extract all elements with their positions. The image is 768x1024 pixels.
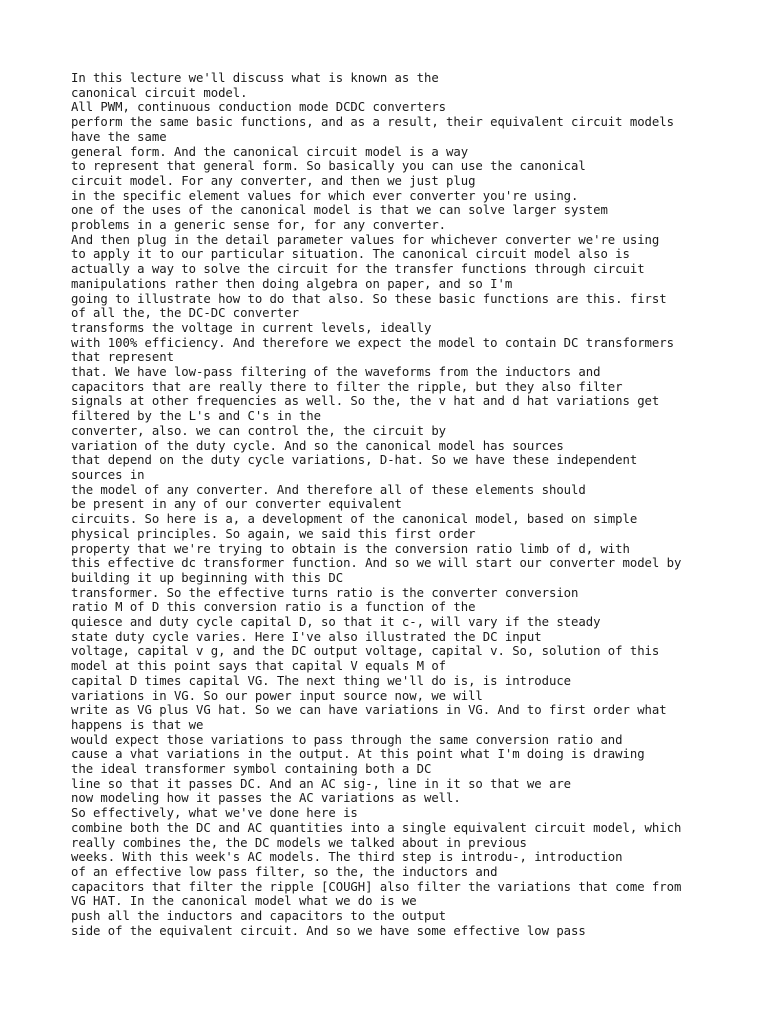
lecture-transcript — [71, 71, 761, 938]
transcript-line: be present in any of our converter equivalent — [71, 497, 402, 512]
transcript-line: capital D times capital VG. The next thing we'll do is, is introduce — [71, 673, 572, 688]
transcript-line: perform the same basic functions, and as a result, their equivalent circuit models — [71, 115, 674, 130]
transcript-line: transformer. So the effective turns ratio is the converter conversion — [71, 585, 579, 600]
transcript-line: model at this point says that capital V equals M of — [71, 659, 447, 674]
transcript-line: that represent — [71, 350, 174, 365]
transcript-line: variations in VG. So our power input source now, we will — [71, 688, 483, 703]
transcript-line: filtered by the L's and C's in the — [71, 409, 322, 424]
transcript-line: cause a vhat variations in the output. At this point what I'm doing is drawing — [71, 747, 645, 762]
transcript-line: to represent that general form. So basically you can use the canonical — [71, 159, 586, 174]
transcript-line: the ideal transformer symbol containing both a DC — [71, 762, 432, 777]
transcript-line: So effectively, what we've done here is — [71, 806, 358, 821]
transcript-line: of an effective low pass filter, so the, the inductors and — [71, 864, 498, 879]
transcript-line: quiesce and duty cycle capital D, so that it c-, will vary if the steady — [71, 615, 601, 630]
transcript-line: sources in — [71, 467, 145, 482]
transcript-line: capacitors that are really there to filter the ripple, but they also filter — [71, 379, 623, 394]
transcript-line: voltage, capital v g, and the DC output voltage, capital v. So, solution of this — [71, 644, 660, 659]
transcript-line: have the same — [71, 129, 167, 144]
transcript-line: line so that it passes DC. And an AC sig-, line in it so that we are — [71, 776, 572, 791]
transcript-line: circuit model. For any converter, and then we just plug — [71, 173, 476, 188]
transcript-line: side of the equivalent circuit. And so we have some effective low pass — [71, 923, 586, 938]
transcript-line: And then plug in the detail parameter values for whichever converter we're using — [71, 232, 660, 247]
transcript-line: of all the, the DC-DC converter — [71, 306, 299, 321]
transcript-line: the model of any converter. And therefore all of these elements should — [71, 482, 586, 497]
transcript-line: actually a way to solve the circuit for the transfer functions through circuit — [71, 262, 645, 277]
transcript-line: with 100% efficiency. And therefore we expect the model to contain DC transformers — [71, 335, 674, 350]
transcript-line: property that we're trying to obtain is the conversion ratio limb of d, with — [71, 541, 630, 556]
transcript-line: push all the inductors and capacitors to the output — [71, 909, 447, 924]
transcript-line: variation of the duty cycle. And so the canonical model has sources — [71, 438, 564, 453]
transcript-line: state duty cycle varies. Here I've also illustrated the DC input — [71, 629, 542, 644]
transcript-line: circuits. So here is a, a development of the canonical model, based on simple — [71, 512, 638, 527]
transcript-line: converter, also. we can control the, the circuit by — [71, 423, 447, 438]
transcript-line: transforms the voltage in current levels, ideally — [71, 320, 432, 335]
transcript-line: to apply it to our particular situation. The canonical circuit model also is — [71, 247, 630, 262]
transcript-line: now modeling how it passes the AC variations as well. — [71, 791, 461, 806]
transcript-line: that. We have low-pass filtering of the waveforms from the inductors and — [71, 365, 601, 380]
transcript-line: really combines the, the DC models we talked about in previous — [71, 835, 527, 850]
transcript-line: manipulations rather then doing algebra on paper, and so I'm — [71, 276, 513, 291]
transcript-line: happens is that we — [71, 717, 204, 732]
transcript-line: In this lecture we'll discuss what is known as the — [71, 71, 439, 85]
transcript-line: canonical circuit model. — [71, 85, 248, 100]
transcript-line: physical principles. So again, we said this first order — [71, 526, 476, 541]
transcript-line: general form. And the canonical circuit model is a way — [71, 144, 469, 159]
transcript-line: this effective dc transformer function. And so we will start our converter model by — [71, 556, 682, 571]
transcript-line: All PWM, continuous conduction mode DCDC converters — [71, 100, 447, 115]
transcript-line: problems in a generic sense for, for any converter. — [71, 218, 447, 233]
transcript-line: signals at other frequencies as well. So the, the v hat and d hat variations get — [71, 394, 660, 409]
transcript-line: one of the uses of the canonical model is that we can solve larger system — [71, 203, 608, 218]
transcript-line: in the specific element values for which ever converter you're using. — [71, 188, 579, 203]
transcript-line: VG HAT. In the canonical model what we do is we — [71, 894, 417, 909]
transcript-line: going to illustrate how to do that also. So these basic functions are this. first — [71, 291, 667, 306]
transcript-line: ratio M of D this conversion ratio is a function of the — [71, 600, 476, 615]
transcript-line: capacitors that filter the ripple [COUGH] also filter the variations that come from — [71, 879, 682, 894]
transcript-line: weeks. With this week's AC models. The third step is introdu-, introduction — [71, 850, 623, 865]
transcript-line: building it up beginning with this DC — [71, 570, 344, 585]
transcript-line: write as VG plus VG hat. So we can have variations in VG. And to first order what — [71, 703, 667, 718]
transcript-line: that depend on the duty cycle variations, D-hat. So we have these independent — [71, 453, 638, 468]
transcript-line: would expect those variations to pass through the same conversion ratio and — [71, 732, 623, 747]
transcript-line: combine both the DC and AC quantities into a single equivalent circuit model, which — [71, 820, 682, 835]
